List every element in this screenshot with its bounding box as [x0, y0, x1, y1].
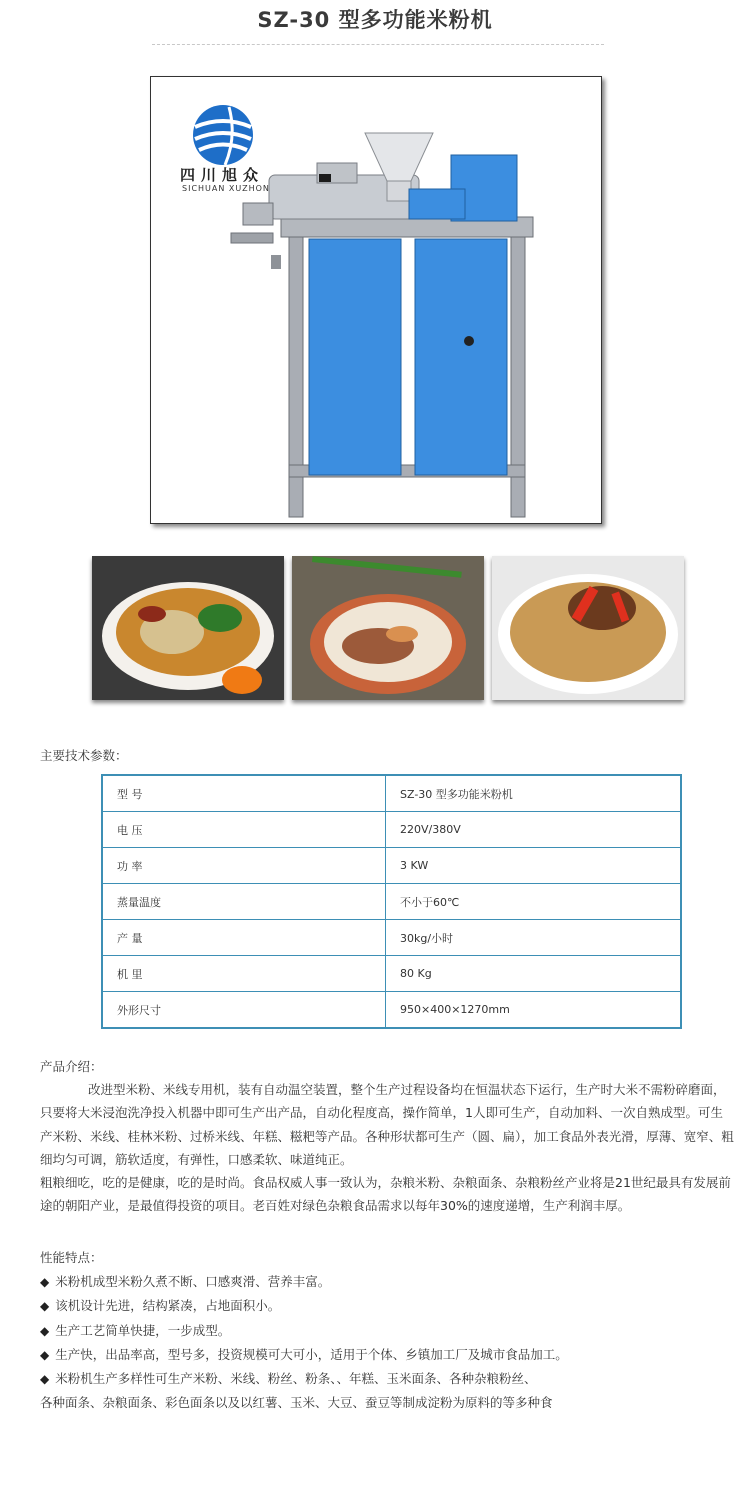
machine-image	[150, 76, 602, 524]
rice-noodle-machine-illustration	[151, 77, 601, 523]
diamond-bullet-icon: ◆	[40, 1299, 50, 1314]
spec-label: 产 量	[102, 920, 386, 956]
features-heading: 性能特点：	[40, 1250, 103, 1265]
list-item: ◆ 生产工艺简单快捷，一步成型。	[40, 1322, 231, 1338]
table-row	[102, 992, 681, 1029]
list-item: ◆ 该机设计先进，结构紧凑，占地面积小。	[40, 1298, 281, 1314]
food-photo-fried-noodles	[492, 556, 684, 700]
spec-label: 型 号	[102, 775, 386, 812]
table-row	[102, 956, 681, 992]
list-item: ◆ 米粉机生产多样性可生产米粉、米线、粉丝、粉条、、年糕、玉米面条、各种杂粮粉丝、	[40, 1371, 537, 1387]
intro-text	[40, 1078, 735, 1218]
spec-value: 不小于60℃	[386, 884, 682, 920]
logo-chinese-text: 四川旭众	[180, 166, 265, 184]
diamond-bullet-icon: ◆	[40, 1372, 50, 1387]
logo-english-text: SICHUAN XUZHON	[182, 184, 270, 193]
spec-label: 机 里	[102, 956, 386, 992]
table-row	[102, 812, 681, 848]
spec-label: 电 压	[102, 812, 386, 848]
spec-label: 功 率	[102, 848, 386, 884]
intro-paragraph-1: 改进型米粉、米线专用机，装有自动温空装置，整个生产过程设备均在恒温状态下运行，生产时大米不需粉碎磨面，只要将大米浸泡洗净投入机器中即可生产出产品，自动化程度高，操作简单，1人即可生产，自动加料、一次自熟成型。可生产米粉、米线、桂林米粉、过桥米线、年糕、糍粑等产品。各种形状都可生产（圆、扁），加工食品外表光滑，厚薄、宽窄、粗细均匀可调，筋软适度，有弹性，口感柔软、味道纯正。	[40, 1082, 734, 1167]
list-item: ◆ 米粉机成型米粉久煮不断、口感爽滑、营养丰富。	[40, 1274, 331, 1289]
food-photo-row	[92, 556, 686, 704]
spec-value: 3 KW	[386, 848, 682, 884]
features-list	[40, 1270, 735, 1415]
table-row	[102, 920, 681, 956]
spec-value: 950×400×1270mm	[386, 992, 682, 1029]
diamond-bullet-icon: ◆	[40, 1323, 50, 1338]
food-photo-rice-noodle-bowl	[292, 556, 484, 700]
company-logo-icon	[193, 105, 253, 165]
diamond-bullet-icon: ◆	[40, 1275, 50, 1289]
intro-paragraph-2: 粗粮细吃，吃的是健康，吃的是时尚。食品权威人事一致认为，杂粮米粉、杂粮面条、杂粮粉丝产业将是21世纪最具有发展前途的朝阳产业，是最值得投资的项目。老百姓对绿色杂粮食品需求以每年30%的速度递增，生产利润丰厚。	[40, 1175, 731, 1214]
table-row	[102, 884, 681, 920]
list-item-continuation: 各种面条、杂粮面条、彩色面条以及以红薯、玉米、大豆、蚕豆等制成淀粉为原料的等多种食	[40, 1395, 553, 1411]
specs-table	[101, 774, 682, 1029]
specs-heading: 主要技术参数：	[40, 748, 128, 763]
spec-label: 蒸量温度	[102, 884, 386, 920]
spec-value: 220V/380V	[386, 812, 682, 848]
list-item: ◆ 生产快，出品率高，型号多，投资规模可大可小，适用于个体、乡镇加工厂及城市食品加工。	[40, 1346, 568, 1362]
title-divider	[152, 44, 604, 45]
page-title: SZ-30 型多功能米粉机	[257, 8, 493, 32]
spec-value: 30kg/小时	[386, 920, 682, 956]
spec-value: 80 Kg	[386, 956, 682, 992]
table-row	[102, 848, 681, 884]
spec-label: 外形尺寸	[102, 992, 386, 1029]
spec-value: SZ-30 型多功能米粉机	[386, 775, 682, 812]
intro-heading: 产品介绍：	[40, 1059, 103, 1074]
table-row	[102, 775, 681, 812]
diamond-bullet-icon: ◆	[40, 1347, 50, 1362]
food-photo-noodle-soup	[92, 556, 284, 700]
